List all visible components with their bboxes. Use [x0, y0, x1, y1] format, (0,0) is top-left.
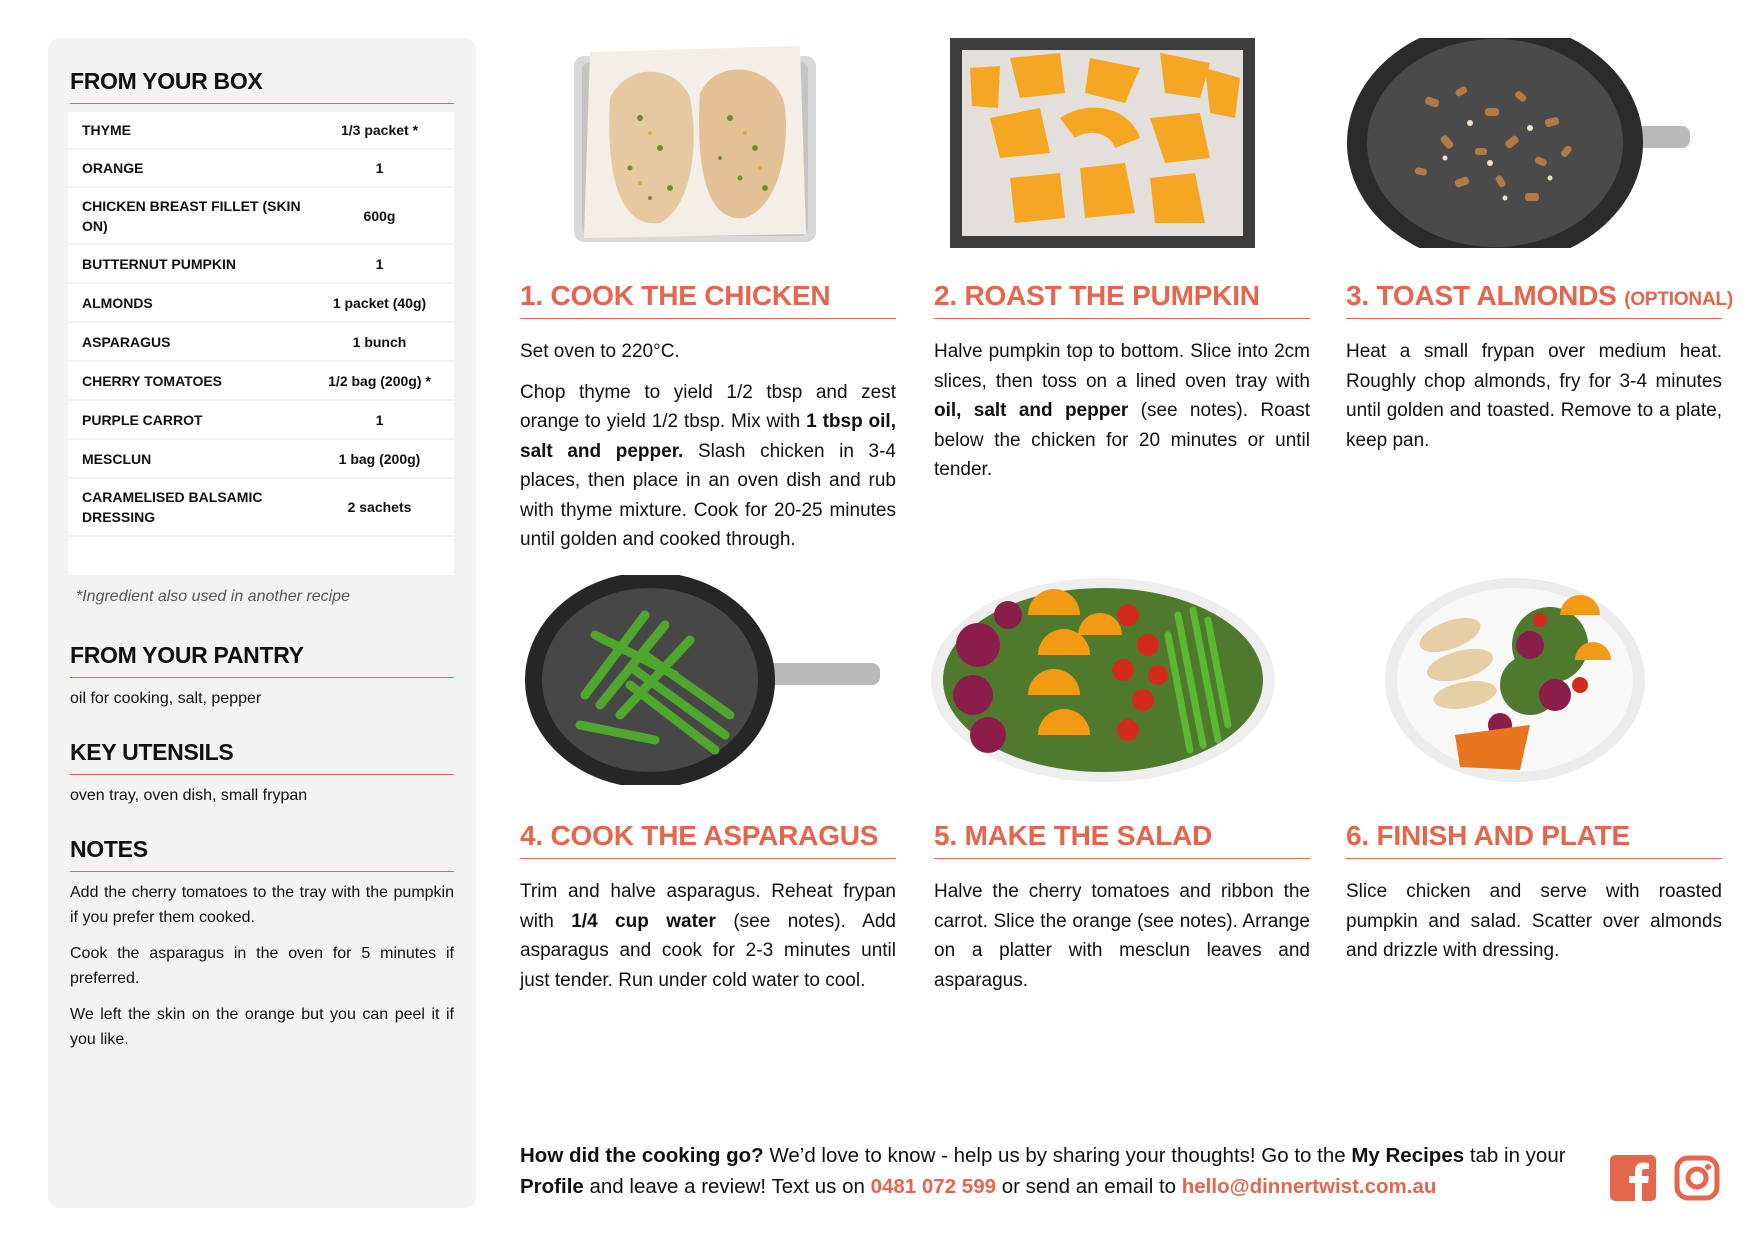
table-row [68, 479, 454, 537]
step-3-title [1346, 280, 1734, 319]
asparagus-pan-image [525, 575, 880, 785]
email-link[interactable]: hello@dinnertwist.com.au [1181, 1175, 1437, 1198]
step-3-text [1346, 337, 1722, 466]
ingredient-name: ASPARAGUS [82, 333, 171, 350]
step-2-paragraph [934, 337, 1310, 485]
step-2-text [934, 337, 1310, 496]
ingredient-qty: 1 [375, 160, 384, 176]
salad-platter-image [928, 575, 1278, 785]
ingredient-name: MESCLUN [82, 450, 152, 467]
ingredient-name: THYME [82, 122, 131, 138]
table-row [68, 284, 454, 323]
text-span: Slash chicken in 3-4 places, then place in an oven dish and rub with thyme mixture. Cook for 20-25 minutes until golden and cooked through. [520, 440, 896, 550]
from-your-pantry-title: FROM YOUR PANTRY [70, 642, 454, 678]
footer-text: We’d love to know - help us by sharing your thoughts! Go to the [763, 1144, 1352, 1167]
ingredient-name: PURPLE CARROT [82, 411, 203, 428]
step-6-paragraph: Slice chicken and serve with roasted pumpkin and salad. Scatter over almonds and drizzle with dressing. [1346, 881, 1722, 961]
phone-link[interactable]: 0481 072 599 [870, 1175, 996, 1198]
table-row [68, 245, 454, 284]
text-bold: 1 tbsp oil, salt and pepper. [520, 411, 896, 462]
ingredient-qty: 1/2 bag (200g) * [328, 372, 431, 389]
footer-question: How did the cooking go? [520, 1144, 764, 1167]
step-5-text [934, 877, 1310, 1006]
pantry-text: oil for cooking, salt, pepper [70, 690, 262, 707]
instagram-icon[interactable] [1674, 1155, 1720, 1206]
profile-label: Profile [520, 1175, 584, 1198]
table-row [68, 362, 454, 401]
almonds-pan-image [1345, 38, 1690, 248]
table-row [68, 440, 454, 479]
text-span: (see notes). Add asparagus and cook for 2-3 minutes until just tender. Run under cold water to cool. [520, 910, 896, 991]
ingredient-name: BUTTERNUT PUMPKIN [82, 255, 236, 272]
text-bold: 1/4 cup water [571, 910, 716, 932]
ingredient-name: CHERRY TOMATOES [82, 372, 223, 389]
notes-list [70, 880, 454, 1063]
ingredient-qty: 2 sachets [347, 499, 412, 515]
ingredient-qty: 1 [375, 255, 384, 272]
pumpkin-tray-image [950, 38, 1255, 248]
utensils-text: oven tray, oven dish, small frypan [70, 787, 308, 804]
my-recipes-label: My Recipes [1351, 1144, 1465, 1167]
table-row [68, 401, 454, 440]
ingredients-sidebar [48, 38, 476, 1208]
step-3-title-text: 3. TOAST ALMONDS [1346, 280, 1617, 311]
finished-plate-image [1380, 575, 1650, 785]
ingredient-name: ALMONDS [82, 294, 153, 311]
step-4-text [520, 877, 896, 1006]
table-row [68, 323, 454, 362]
key-utensils-title: KEY UTENSILS [70, 739, 454, 775]
step-6-text [1346, 877, 1722, 977]
ingredient-name: CHICKEN BREAST FILLET (SKIN ON) [82, 197, 301, 234]
facebook-icon[interactable] [1610, 1155, 1656, 1206]
step-5-title: 5. MAKE THE SALAD [934, 820, 1310, 859]
feedback-footer [520, 1140, 1580, 1202]
step-1-title: 1. COOK THE CHICKEN [520, 280, 896, 319]
text-span: Trim and halve asparagus. Reheat frypan with [520, 881, 896, 932]
ingredient-qty: 600g [363, 207, 396, 224]
step-3-paragraph: Heat a small frypan over medium heat. Roughly chop almonds, fry for 3-4 minutes until golden and toasted. Remove to a plate, keep pan. [1346, 341, 1722, 451]
footer-text: or send an email to [996, 1175, 1182, 1198]
step-2-title: 2. ROAST THE PUMPKIN [934, 280, 1310, 319]
step-1-paragraph [520, 378, 896, 555]
ingredient-qty: 1 packet (40g) [332, 294, 427, 311]
ingredient-qty: 1/3 packet * [340, 122, 419, 138]
note-item: We left the skin on the orange but you can peel it if you like. [70, 1006, 454, 1048]
text-span: (see notes). Roast below the chicken for 20 minutes or until tender. [934, 400, 1310, 480]
footer-text: tab in your [1464, 1144, 1566, 1167]
step-1-paragraph: Set oven to 220°C. [520, 341, 680, 362]
table-row [68, 188, 454, 245]
text-bold: oil, salt and pepper [934, 400, 1129, 421]
step-5-paragraph: Halve the cherry tomatoes and ribbon the carrot. Slice the orange (see notes). Arrange on a platter with mesclun leaves and asparagus. [934, 881, 1310, 991]
ingredient-name: ORANGE [82, 160, 144, 176]
step-3-title-suffix: (OPTIONAL) [1624, 289, 1734, 310]
step-4-paragraph [520, 877, 896, 995]
chicken-dish-image [570, 38, 820, 248]
ingredients-table [68, 112, 454, 575]
note-item: Cook the asparagus in the oven for 5 minutes if preferred. [70, 945, 454, 987]
ingredient-qty: 1 bunch [352, 333, 407, 350]
note-item: Add the cherry tomatoes to the tray with the pumpkin if you prefer them cooked. [70, 884, 454, 926]
step-4-title: 4. COOK THE ASPARAGUS [520, 820, 896, 859]
ingredient-footnote: *Ingredient also used in another recipe [76, 588, 350, 605]
footer-text: and leave a review! Text us on [583, 1175, 871, 1198]
table-empty-row [68, 537, 454, 575]
ingredient-qty: 1 [375, 411, 384, 428]
step-1-text [520, 337, 896, 566]
text-span: Halve pumpkin top to bottom. Slice into 2cm slices, then toss on a lined oven tray with [934, 341, 1310, 392]
table-row [68, 150, 454, 188]
text-span: Chop thyme to yield 1/2 tbsp and zest orange to yield 1/2 tbsp. Mix with [520, 381, 896, 432]
notes-title: NOTES [70, 836, 454, 872]
ingredient-qty: 1 bag (200g) [338, 450, 421, 467]
step-6-title: 6. FINISH AND PLATE [1346, 820, 1722, 859]
table-row [68, 112, 454, 150]
from-your-box-title: FROM YOUR BOX [70, 68, 454, 104]
ingredient-name: CARAMELISED BALSAMIC DRESSING [82, 489, 263, 525]
